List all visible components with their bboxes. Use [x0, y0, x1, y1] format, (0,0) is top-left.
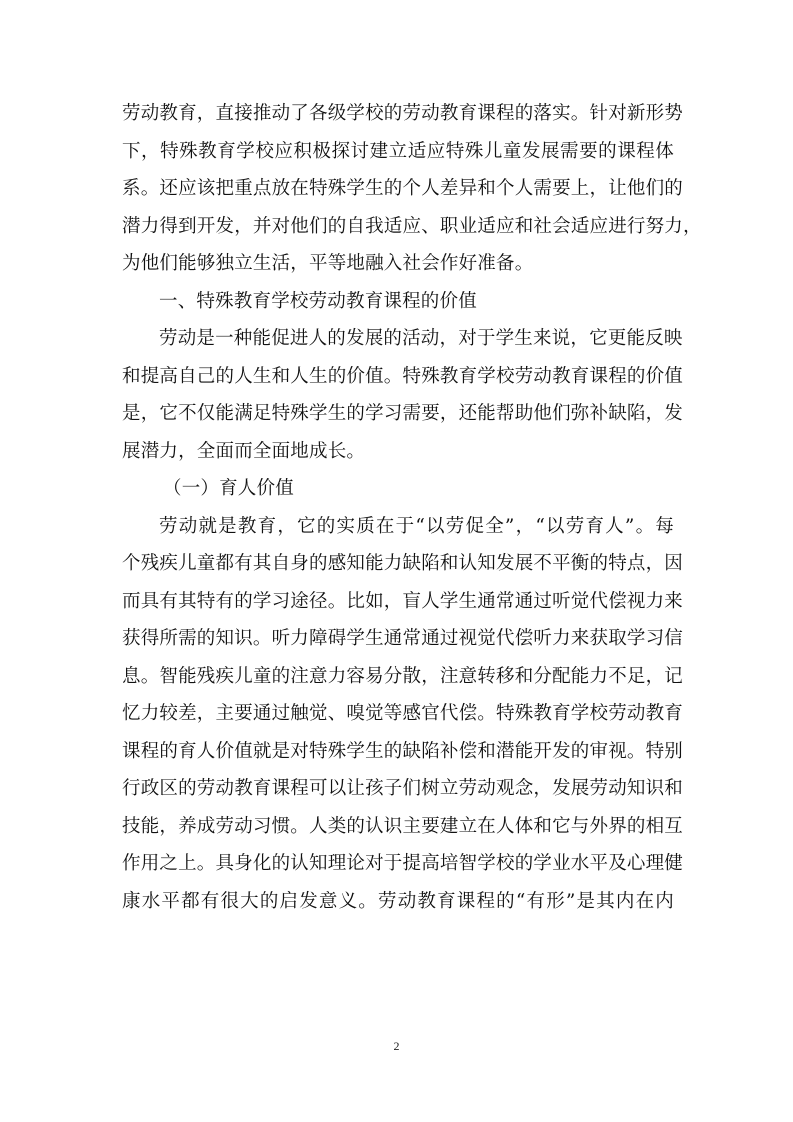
text-line: 展潜力，全面而全面地成长。: [122, 440, 366, 462]
page-body: [122, 95, 702, 920]
text-line: 劳动就是教育，它的实质在于“以劳促全”，“以劳育人”。每: [159, 515, 674, 537]
page-number: 2: [393, 1039, 400, 1053]
text-line: 潜力得到开发，并对他们的自我适应、职业适应和社会适应进行努力，: [122, 215, 702, 237]
text-line: 而具有其特有的学习途径。比如，盲人学生通常通过听觉代偿视力来: [122, 590, 684, 612]
text-line: 获得所需的知识。听力障碍学生通常通过视觉代偿听力来获取学习信: [122, 628, 684, 649]
text-line: 作用之上。具身化的认知理论对于提高培智学校的学业水平及心理健: [122, 853, 684, 874]
paragraph-education-value: [122, 508, 684, 921]
paragraph-value-intro: [122, 320, 684, 470]
text-line: 忆力较差，主要通过触觉、嗅觉等感官代偿。特殊教育学校劳动教育: [122, 703, 684, 724]
text-line: 个残疾儿童都有其自身的感知能力缺陷和认知发展不平衡的特点，因: [122, 553, 684, 574]
text-line: 息。智能残疾儿童的注意力容易分散，注意转移和分配能力不足，记: [122, 665, 684, 687]
text-line: 下，特殊教育学校应积极探讨建立适应特殊儿童发展需要的课程体: [122, 140, 674, 162]
section-heading: [122, 283, 674, 321]
heading-text: 一、特殊教育学校劳动教育课程的价值: [159, 290, 477, 312]
text-line: 系。还应该把重点放在特殊学生的个人差异和个人需要上，让他们的: [122, 178, 684, 199]
text-line: 技能，养成劳动习惯。人类的认识主要建立在人体和它与外界的相互: [122, 815, 684, 837]
text-line: 劳动是一种能促进人的发展的活动，对于学生来说，它更能反映: [159, 328, 683, 349]
subheading-text: （一）育人价值: [163, 478, 294, 499]
subsection-heading: [122, 470, 674, 508]
text-line: 和提高自己的人生和人生的价值。特殊教育学校劳动教育课程的价值: [122, 365, 684, 387]
text-line: 是，它不仅能满足特殊学生的学习需要，还能帮助他们弥补缺陷，发: [122, 403, 684, 424]
paragraph-continuation: [122, 95, 702, 283]
text-line: 劳动教育，直接推动了各级学校的劳动教育课程的落实。针对新形势: [122, 103, 684, 124]
text-line: 康水平都有很大的启发意义。劳动教育课程的“有形”是其内在内: [122, 890, 674, 912]
text-line: 行政区的劳动教育课程可以让孩子们树立劳动观念，发展劳动知识和: [122, 778, 684, 799]
text-line: 课程的育人价值就是对特殊学生的缺陷补偿和潜能开发的审视。特别: [122, 740, 684, 762]
text-line: 为他们能够独立生活，平等地融入社会作好准备。: [122, 253, 534, 274]
